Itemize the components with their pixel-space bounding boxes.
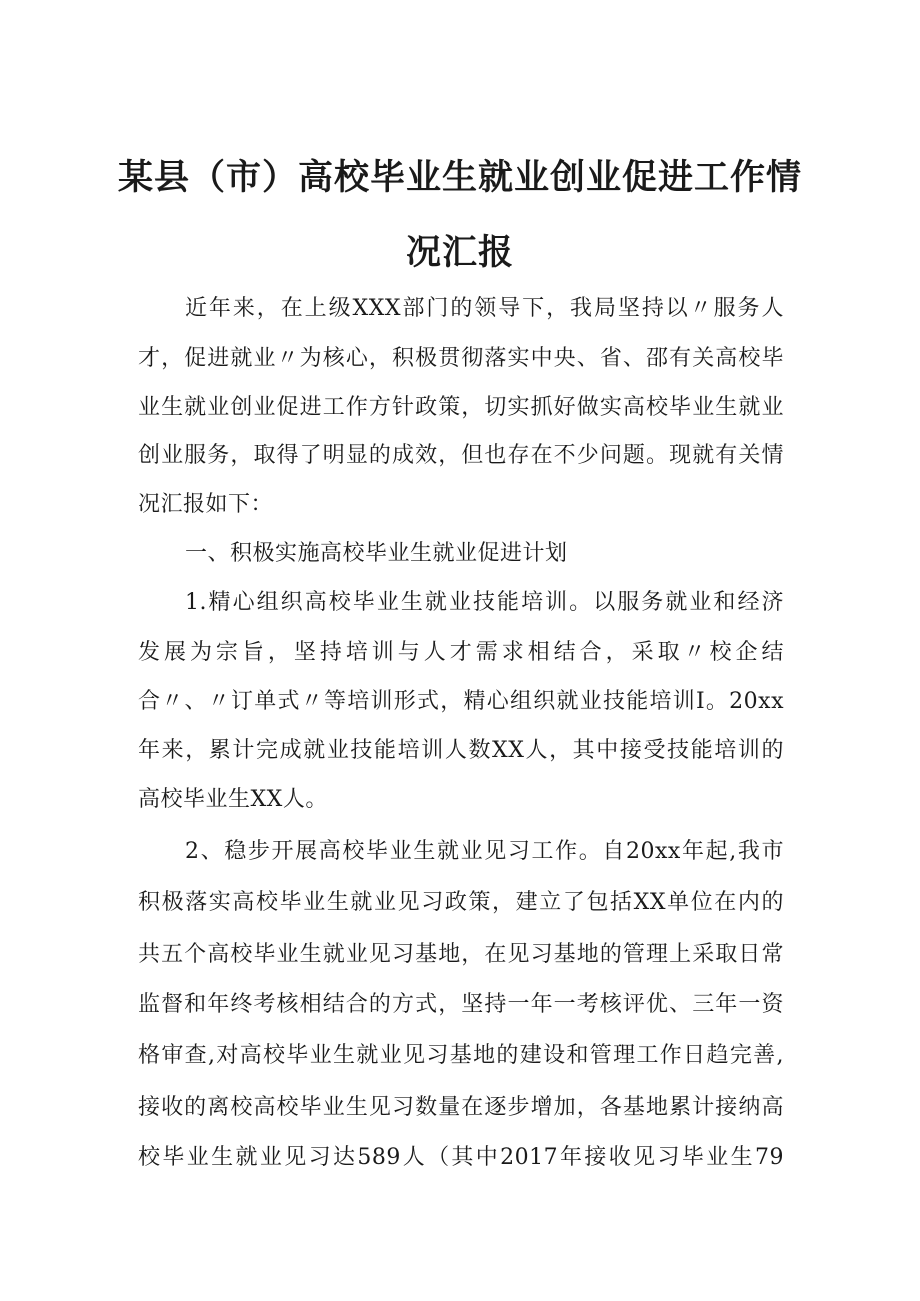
paragraph-line: 2、稳步开展高校毕业生就业见习工作。自20xx年起,我市 xyxy=(185,839,784,864)
paragraph-line: 高校毕业生XX人。 xyxy=(138,787,328,812)
paragraph-line: 才，促进就业〃为核心，积极贯彻落实中央、省、邵有关高校毕 xyxy=(138,346,784,371)
paragraph-line: 近年来，在上级XXX部门的领导下，我局坚持以〃服务人 xyxy=(185,296,784,321)
paragraph-line: 接收的离校高校毕业生见习数量在逐步增加，各基地累计接纳高 xyxy=(138,1095,784,1120)
section-heading: 一、积极实施高校毕业生就业促进计划 xyxy=(185,541,568,566)
document-title-line-1: 某县（市）高校毕业生就业创业促进工作情 xyxy=(117,158,802,198)
paragraph-line: 1.精心组织高校毕业生就业技能培训。以服务就业和经济 xyxy=(185,590,784,615)
paragraph-line: 积极落实高校毕业生就业见习政策，建立了包括XX单位在内的 xyxy=(138,890,784,915)
paragraph-line: 况汇报如下： xyxy=(138,492,274,517)
paragraph-line: 业生就业创业促进工作方针政策，切实抓好做实高校毕业生就业 xyxy=(138,395,784,420)
paragraph-line: 创业服务，取得了明显的成效，但也存在不少问题。现就有关情 xyxy=(138,443,784,468)
paragraph-line: 发展为宗旨，坚持培训与人才需求相结合，采取〃校企结 xyxy=(138,640,784,665)
paragraph-line: 校毕业生就业见习达589人（其中2017年接收见习毕业生79 xyxy=(138,1145,784,1170)
paragraph-line: 年来，累计完成就业技能培训人数XX人，其中接受技能培训的 xyxy=(138,738,784,763)
paragraph-line: 监督和年终考核相结合的方式，坚持一年一考核评优、三年一资 xyxy=(138,992,784,1017)
paragraph-line: 格审查,对高校毕业生就业见习基地的建设和管理工作日趋完善, xyxy=(138,1043,784,1068)
paragraph-line: 合〃、〃订单式〃等培训形式，精心组织就业技能培训I。20xx xyxy=(138,689,784,714)
document-title-line-2: 况汇报 xyxy=(405,233,514,273)
paragraph-line: 共五个高校毕业生就业见习基地，在见习基地的管理上采取日常 xyxy=(138,942,784,967)
